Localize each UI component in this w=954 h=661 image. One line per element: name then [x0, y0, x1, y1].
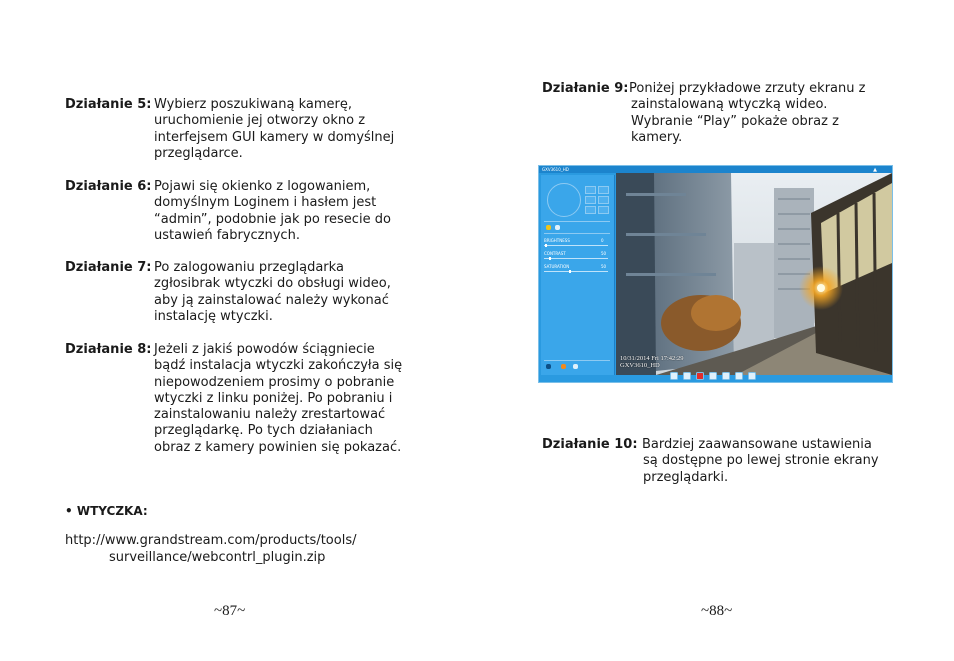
ptz-control-wheel[interactable] [547, 183, 581, 217]
talk-icon[interactable] [748, 372, 756, 380]
brightness-value: 0 [601, 238, 604, 243]
saturation-label: SATURATION [544, 264, 570, 269]
brightness-label: BRIGHTNESS [544, 238, 570, 243]
divider [544, 360, 610, 361]
step-text: Wybierz poszukiwaną kamerę, uruchomienie jej otworzy okno z interfejsem GUI kamery w domyślnej przeglądarce. [154, 97, 395, 161]
preset-icon[interactable] [555, 225, 560, 230]
step-label: Działanie 6: [65, 179, 152, 194]
plugin-url-line2[interactable]: surveillance/webcontrl_plugin.zip [109, 550, 326, 565]
plugin-heading: • WTYCZKA: [65, 504, 148, 518]
step-label: Działanie 9: [542, 81, 629, 96]
window-icon[interactable] [683, 372, 691, 380]
contrast-slider[interactable] [544, 258, 608, 259]
record-icon[interactable] [696, 372, 704, 380]
record-folder-icon[interactable] [573, 364, 578, 369]
video-osd [620, 355, 684, 369]
page-number-left: ~87~ [214, 603, 246, 619]
step-text: Jeżeli z jakiś powodów ściągniecie bądź instalacja wtyczki zakończyła się niepowodzeniem prosimy o pobranie wtyczki z linku poniżej. Po pobraniu i zainstalowaniu należy zrestartować przeglądarkę. Po tych działaniach obraz z kamery powinien się pokazać. [154, 342, 403, 455]
screenshot-title-bar [539, 166, 893, 173]
plugin-url-line1[interactable]: http://www.grandstream.com/products/tools/ [65, 533, 357, 548]
stop-icon[interactable] [722, 372, 730, 380]
audio-icon[interactable] [735, 372, 743, 380]
step-text: Poniżej przykładowe zrzuty ekranu z zainstalowaną wtyczką wideo. Wybranie “Play” pokaże obraz z kamery. [629, 81, 866, 145]
focus-near-button[interactable] [585, 196, 596, 204]
zoom-in-button[interactable] [585, 186, 596, 194]
iris-open-button[interactable] [585, 206, 596, 214]
iris-close-button[interactable] [598, 206, 609, 214]
screenshot-title: GXV3610_HD [542, 167, 569, 172]
step-text: Pojawi się okienko z logowaniem, domyślnym Loginem i hasłem jest “admin”, podobnie jak po resecie do ustawień fabrycznych. [154, 179, 391, 243]
camera-ui-screenshot [538, 165, 893, 383]
settings-icon[interactable] [546, 364, 551, 369]
zoom-out-button[interactable] [598, 186, 609, 194]
focus-far-button[interactable] [598, 196, 609, 204]
brightness-slider-knob[interactable] [545, 244, 547, 247]
play-icon[interactable] [709, 372, 717, 380]
saturation-slider-knob[interactable] [569, 270, 571, 273]
contrast-label: CONTRAST [544, 251, 566, 256]
snapshot-icon[interactable] [561, 364, 566, 369]
camera-image [616, 173, 892, 375]
osd-camera-name: GXV3610_HD [620, 362, 660, 369]
info-icon: ▲ [873, 167, 877, 173]
image-settings-icon[interactable] [546, 225, 551, 230]
video-view[interactable] [616, 173, 892, 375]
osd-timestamp: 10/31/2014 Fri 17:42:29 [620, 355, 684, 362]
divider [544, 221, 610, 222]
contrast-value: 50 [601, 251, 607, 256]
step-text: Bardziej zaawansowane ustawienia są dostępne po lewej stronie ekrany przeglądarki. [642, 437, 879, 485]
step-label: Działanie 10: [542, 437, 638, 452]
settings-panel [541, 175, 615, 375]
step-text: Po zalogowaniu przeglądarka zgłosibrak wtyczki do obsługi wideo, aby ją zainstalować należy wykonać instalację wtyczki. [154, 260, 391, 324]
page-number-right: ~88~ [701, 603, 733, 619]
fullscreen-icon[interactable] [670, 372, 678, 380]
step-label: Działanie 8: [65, 342, 152, 357]
step-label: Działanie 5: [65, 97, 152, 112]
step-label: Działanie 7: [65, 260, 152, 275]
saturation-value: 50 [601, 264, 607, 269]
contrast-slider-knob[interactable] [549, 257, 551, 260]
saturation-slider[interactable] [544, 271, 608, 272]
divider [544, 233, 610, 234]
player-toolbar [538, 383, 893, 397]
brightness-slider[interactable] [544, 245, 608, 246]
